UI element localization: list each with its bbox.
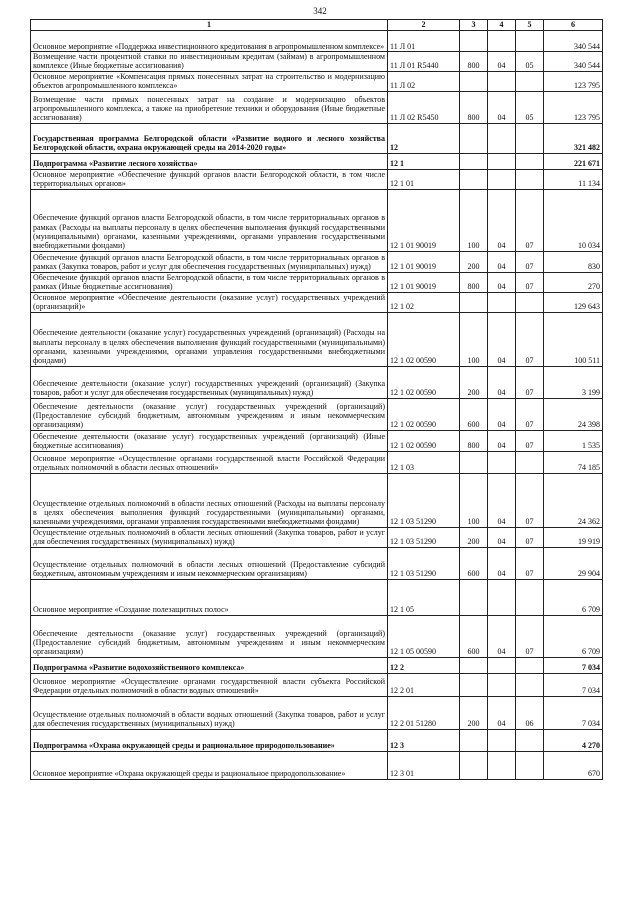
table-row (31, 71, 603, 91)
row-podrazdel: 07 (516, 430, 544, 451)
row-name: Обеспечение деятельности (оказание услуг) государственных учреждений (организаций) (Предоставление субсидий бюджетным, автономным учреждениям и иным некоммерческим организациям) (31, 398, 388, 430)
row-vid: 600 (460, 615, 488, 657)
row-code: 11 Л 01 (388, 31, 460, 52)
row-podrazdel (516, 729, 544, 751)
table-row (31, 398, 603, 430)
row-amount: 123 795 (544, 91, 603, 123)
header-col-1: 1 (31, 20, 388, 31)
row-podrazdel: 07 (516, 272, 544, 292)
table-row (31, 579, 603, 615)
row-vid: 200 (460, 696, 488, 729)
row-amount: 129 643 (544, 292, 603, 312)
table-row (31, 547, 603, 579)
table-row (31, 169, 603, 189)
row-name: Обеспечение функций органов власти Белгородской области, в том числе территориальных органов в рамках (Закупка товаров, работ и услуг для обеспечения государственных (муниципальных) нужд) (31, 251, 388, 272)
row-amount: 340 544 (544, 31, 603, 52)
row-name: Осуществление отдельных полномочий в области лесных отношений (Расходы на выплаты персоналу в целях обеспечения выполнения функций государственными (муниципальными) органами, казенными учреждениями, органами управления государственными внебюджетными фондами) (31, 473, 388, 527)
row-podrazdel (516, 657, 544, 673)
row-podrazdel: 07 (516, 366, 544, 398)
row-vid: 200 (460, 527, 488, 547)
row-amount: 3 199 (544, 366, 603, 398)
row-razdel (488, 751, 516, 779)
row-amount: 123 795 (544, 71, 603, 91)
row-name: Возмещение части прямых понесенных затрат на создание и модернизацию объектов агропромышленного комплекса, а также на приобретение техники и оборудования (Иные бюджетные ассигнования) (31, 91, 388, 123)
row-vid (460, 751, 488, 779)
row-razdel (488, 657, 516, 673)
row-vid (460, 292, 488, 312)
row-name: Осуществление отдельных полномочий в области водных отношений (Закупка товаров, работ и услуг для обеспечения государственных (муниципальных) нужд) (31, 696, 388, 729)
row-razdel (488, 579, 516, 615)
row-name: Государственная программа Белгородской области «Развитие водного и лесного хозяйства Белгородской области, охрана окружающей среды на 2014-2020 годы» (31, 123, 388, 153)
row-amount: 7 034 (544, 673, 603, 696)
header-col-4: 4 (488, 20, 516, 31)
row-vid: 800 (460, 91, 488, 123)
row-podrazdel: 07 (516, 398, 544, 430)
table-row (31, 52, 603, 72)
row-razdel (488, 729, 516, 751)
row-podrazdel (516, 451, 544, 473)
table-row (31, 272, 603, 292)
row-code: 12 3 01 (388, 751, 460, 779)
row-name: Основное мероприятие «Обеспечение деятельности (оказание услуг) государственных учреждений (организаций)» (31, 292, 388, 312)
row-code: 12 1 03 51290 (388, 473, 460, 527)
row-razdel (488, 153, 516, 169)
row-code: 11 Л 01 R5440 (388, 52, 460, 72)
row-razdel: 04 (488, 312, 516, 366)
row-amount: 7 034 (544, 696, 603, 729)
row-code: 12 1 03 (388, 451, 460, 473)
row-name: Основное мероприятие «Охрана окружающей среды и рациональное природопользование» (31, 751, 388, 779)
row-amount: 670 (544, 751, 603, 779)
row-vid (460, 71, 488, 91)
row-name: Основное мероприятие «Осуществление органами государственной власти Российской Федерации отдельных полномочий в области лесных отношений» (31, 451, 388, 473)
row-vid: 100 (460, 189, 488, 251)
row-podrazdel: 06 (516, 696, 544, 729)
header-row (31, 20, 603, 31)
row-amount: 4 270 (544, 729, 603, 751)
row-code: 12 1 05 (388, 579, 460, 615)
row-vid (460, 673, 488, 696)
row-name: Основное мероприятие «Компенсация прямых понесенных затрат на строительство и модернизацию объектов агропромышленного комплекса» (31, 71, 388, 91)
header-col-5: 5 (516, 20, 544, 31)
row-name: Возмещение части процентной ставки по инвестиционным кредитам (займам) в агропромышленном комплексе (Иные бюджетные ассигнования) (31, 52, 388, 72)
row-vid (460, 153, 488, 169)
header-col-2: 2 (388, 20, 460, 31)
row-name: Основное мероприятие «Создание полезащитных полос» (31, 579, 388, 615)
row-vid: 600 (460, 547, 488, 579)
table-row (31, 292, 603, 312)
row-podrazdel (516, 153, 544, 169)
row-code: 11 Л 02 (388, 71, 460, 91)
row-podrazdel (516, 673, 544, 696)
table-row (31, 189, 603, 251)
row-amount: 6 709 (544, 615, 603, 657)
row-amount: 1 535 (544, 430, 603, 451)
table-row (31, 430, 603, 451)
row-podrazdel (516, 751, 544, 779)
table-row (31, 153, 603, 169)
row-vid (460, 729, 488, 751)
row-code: 12 1 02 00590 (388, 430, 460, 451)
row-razdel: 04 (488, 398, 516, 430)
table-row (31, 657, 603, 673)
row-razdel: 04 (488, 189, 516, 251)
row-razdel: 04 (488, 52, 516, 72)
row-podrazdel (516, 579, 544, 615)
row-amount: 29 904 (544, 547, 603, 579)
row-name: Осуществление отдельных полномочий в области лесных отношений (Предоставление субсидий бюджетным, автономным учреждениям и иным некоммерческим организациям) (31, 547, 388, 579)
table-row (31, 673, 603, 696)
row-vid: 800 (460, 272, 488, 292)
row-name: Обеспечение деятельности (оказание услуг) государственных учреждений (организаций) (Иные бюджетные ассигнования) (31, 430, 388, 451)
row-name: Обеспечение деятельности (оказание услуг) государственных учреждений (организаций) (Предоставление субсидий бюджетным, автономным учреждениям и иным некоммерческим организациям) (31, 615, 388, 657)
row-razdel: 04 (488, 615, 516, 657)
row-amount: 19 919 (544, 527, 603, 547)
row-amount: 221 671 (544, 153, 603, 169)
row-code: 12 3 (388, 729, 460, 751)
row-code: 12 1 02 00590 (388, 366, 460, 398)
row-podrazdel (516, 71, 544, 91)
row-code: 12 (388, 123, 460, 153)
row-name: Основное мероприятие «Поддержка инвестиционного кредитования в агропромышленном комплексе» (31, 31, 388, 52)
row-podrazdel: 07 (516, 473, 544, 527)
row-amount: 830 (544, 251, 603, 272)
row-podrazdel: 07 (516, 189, 544, 251)
row-code: 12 2 (388, 657, 460, 673)
row-amount: 74 185 (544, 451, 603, 473)
row-code: 12 1 02 00590 (388, 398, 460, 430)
row-vid (460, 169, 488, 189)
row-code: 12 1 03 51290 (388, 547, 460, 579)
row-podrazdel: 07 (516, 547, 544, 579)
row-podrazdel: 07 (516, 251, 544, 272)
row-amount: 10 034 (544, 189, 603, 251)
row-vid: 200 (460, 366, 488, 398)
table-row (31, 251, 603, 272)
row-razdel (488, 292, 516, 312)
row-amount: 24 398 (544, 398, 603, 430)
row-code: 12 1 02 00590 (388, 312, 460, 366)
row-amount: 7 034 (544, 657, 603, 673)
header-col-3: 3 (460, 20, 488, 31)
row-podrazdel: 07 (516, 615, 544, 657)
row-razdel: 04 (488, 547, 516, 579)
row-name: Подпрограмма «Развитие водохозяйственного комплекса» (31, 657, 388, 673)
table-row (31, 123, 603, 153)
row-razdel (488, 123, 516, 153)
row-code: 12 1 01 (388, 169, 460, 189)
budget-table (30, 19, 603, 780)
row-vid: 600 (460, 398, 488, 430)
row-podrazdel: 07 (516, 312, 544, 366)
table-row (31, 312, 603, 366)
row-vid (460, 123, 488, 153)
row-name: Основное мероприятие «Осуществление органами государственной власти субъекта Российской Федерации отдельных полномочий в области водных отношений» (31, 673, 388, 696)
row-code: 12 1 (388, 153, 460, 169)
row-vid (460, 451, 488, 473)
row-amount: 321 482 (544, 123, 603, 153)
row-vid: 100 (460, 312, 488, 366)
row-razdel: 04 (488, 527, 516, 547)
row-name: Обеспечение функций органов власти Белгородской области, в том числе территориальных органов в рамках (Расходы на выплаты персоналу в целях обеспечения выполнения функций государственными (муниципальными) органами, казенными учреждениями, органами управления государственными внебюджетными фондами) (31, 189, 388, 251)
row-code: 11 Л 02 R5450 (388, 91, 460, 123)
row-podrazdel (516, 292, 544, 312)
row-code: 12 1 05 00590 (388, 615, 460, 657)
row-vid: 100 (460, 473, 488, 527)
table-row (31, 729, 603, 751)
row-amount: 11 134 (544, 169, 603, 189)
row-razdel: 04 (488, 366, 516, 398)
row-vid (460, 31, 488, 52)
row-podrazdel (516, 31, 544, 52)
row-name: Обеспечение деятельности (оказание услуг) государственных учреждений (организаций) (Закупка товаров, работ и услуг для обеспечения государственных (муниципальных) нужд) (31, 366, 388, 398)
table-row (31, 451, 603, 473)
page-number: 342 (313, 6, 327, 16)
table-row (31, 751, 603, 779)
row-razdel (488, 31, 516, 52)
row-code: 12 1 01 90019 (388, 272, 460, 292)
row-name: Осуществление отдельных полномочий в области лесных отношений (Закупка товаров, работ и услуг для обеспечения государственных (муниципальных) нужд) (31, 527, 388, 547)
row-razdel (488, 451, 516, 473)
row-razdel: 04 (488, 91, 516, 123)
row-amount: 270 (544, 272, 603, 292)
row-code: 12 1 02 (388, 292, 460, 312)
row-code: 12 1 01 90019 (388, 251, 460, 272)
row-podrazdel (516, 123, 544, 153)
table-row (31, 473, 603, 527)
table-row (31, 91, 603, 123)
row-code: 12 1 01 90019 (388, 189, 460, 251)
row-razdel: 04 (488, 430, 516, 451)
row-vid: 800 (460, 52, 488, 72)
table-row (31, 366, 603, 398)
row-name: Основное мероприятие «Обеспечение функций органов власти Белгородской области, в том числе территориальных органов» (31, 169, 388, 189)
row-vid: 200 (460, 251, 488, 272)
row-name: Обеспечение деятельности (оказание услуг) государственных учреждений (организаций) (Расходы на выплаты персоналу в целях обеспечения выполнения функций государственными (муниципальными) органами, казенными учреждениями, органами управления государственными внебюджетными фондами) (31, 312, 388, 366)
row-name: Подпрограмма «Охрана окружающей среды и рациональное природопользование» (31, 729, 388, 751)
row-amount: 340 544 (544, 52, 603, 72)
row-amount: 100 511 (544, 312, 603, 366)
row-vid (460, 579, 488, 615)
row-razdel (488, 673, 516, 696)
table-row (31, 31, 603, 52)
row-podrazdel (516, 169, 544, 189)
row-amount: 24 362 (544, 473, 603, 527)
row-razdel: 04 (488, 272, 516, 292)
table-row (31, 615, 603, 657)
header-col-6: 6 (544, 20, 603, 31)
row-vid (460, 657, 488, 673)
table-row (31, 527, 603, 547)
table-body (31, 31, 603, 780)
row-name: Обеспечение функций органов власти Белгородской области, в том числе территориальных органов в рамках (Иные бюджетные ассигнования) (31, 272, 388, 292)
table-row (31, 696, 603, 729)
row-code: 12 1 03 51290 (388, 527, 460, 547)
row-code: 12 2 01 51280 (388, 696, 460, 729)
row-name: Подпрограмма «Развитие лесного хозяйства» (31, 153, 388, 169)
row-razdel (488, 169, 516, 189)
row-podrazdel: 05 (516, 52, 544, 72)
row-razdel: 04 (488, 696, 516, 729)
row-code: 12 2 01 (388, 673, 460, 696)
row-razdel (488, 71, 516, 91)
row-razdel: 04 (488, 251, 516, 272)
row-amount: 6 709 (544, 579, 603, 615)
row-podrazdel: 07 (516, 527, 544, 547)
row-vid: 800 (460, 430, 488, 451)
row-razdel: 04 (488, 473, 516, 527)
row-podrazdel: 05 (516, 91, 544, 123)
